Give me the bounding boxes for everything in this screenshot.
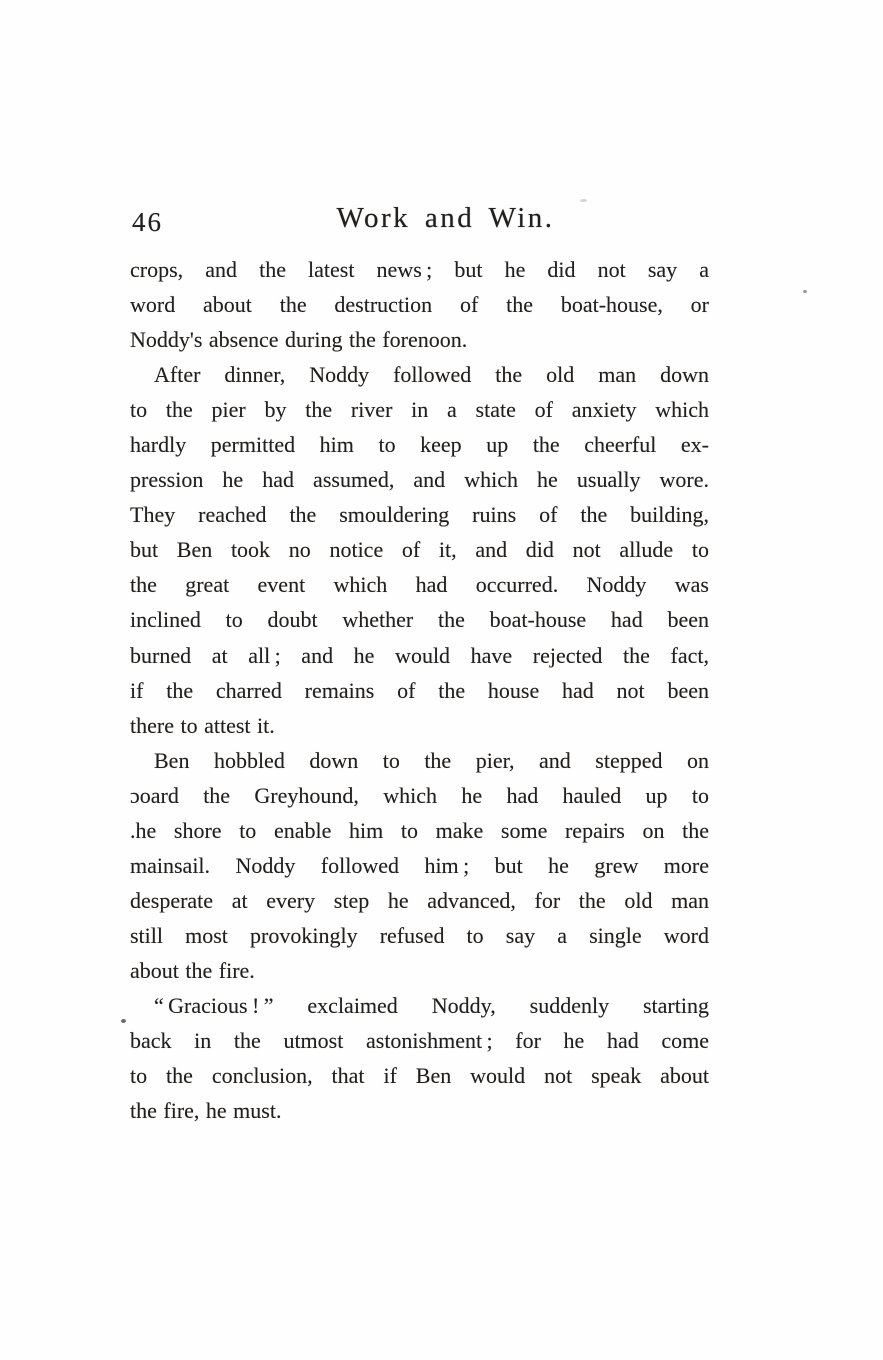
text-line: to the conclusion, that if Ben would not speak about xyxy=(130,1063,709,1089)
text-line: to the pier by the river in a state of anxiety which xyxy=(130,397,709,423)
text-line: the fire, he must. xyxy=(130,1098,282,1124)
text-line: hardly permitted him to keep up the cheerful ex- xyxy=(130,432,709,458)
text-line: crops, and the latest news ; but he did not say a xyxy=(130,257,709,282)
text-block xyxy=(130,252,709,1128)
text-line: burned at all ; and he would have rejected the fact, xyxy=(130,642,709,668)
text-line: still most provokingly refused to say a single word xyxy=(130,922,709,948)
text-line: but Ben took no notice of it, and did not allude to xyxy=(130,537,709,563)
text-line: After dinner, Noddy followed the old man down xyxy=(154,362,709,388)
text-line: They reached the smouldering ruins of the building, xyxy=(130,502,709,528)
text-line: if the charred remains of the house had not been xyxy=(130,677,709,703)
text-line: word about the destruction of the boat-house, or xyxy=(130,292,709,318)
text-line: ɔoard the Greyhound, which he had hauled up to xyxy=(130,782,709,808)
text-line: desperate at every step he advanced, for the old man xyxy=(130,887,709,913)
text-line: the great event which had occurred. Noddy was xyxy=(130,572,709,598)
text-line: pression he had assumed, and which he usually wore. xyxy=(130,467,709,493)
scan-speck xyxy=(121,1019,126,1023)
text-line: about the fire. xyxy=(130,957,255,983)
scan-speck xyxy=(803,290,807,293)
text-line: inclined to doubt whether the boat-house had been xyxy=(130,607,709,633)
text-line: .he shore to enable him to make some repairs on the xyxy=(130,817,709,843)
page-number: 46 xyxy=(132,207,163,237)
text-line: mainsail. Noddy followed him ; but he grew more xyxy=(130,852,709,878)
text-line: “ Gracious ! ” exclaimed Noddy, suddenly starting xyxy=(154,992,709,1018)
text-line: Ben hobbled down to the pier, and stepped on xyxy=(154,747,709,773)
scan-speck xyxy=(580,199,587,202)
page-header xyxy=(130,202,709,244)
text-line: there to attest it. xyxy=(130,712,275,738)
running-title: Work and Win. xyxy=(336,202,555,234)
text-line: back in the utmost astonishment ; for he had come xyxy=(130,1028,709,1054)
text-line: Noddy's absence during the forenoon. xyxy=(130,327,468,353)
